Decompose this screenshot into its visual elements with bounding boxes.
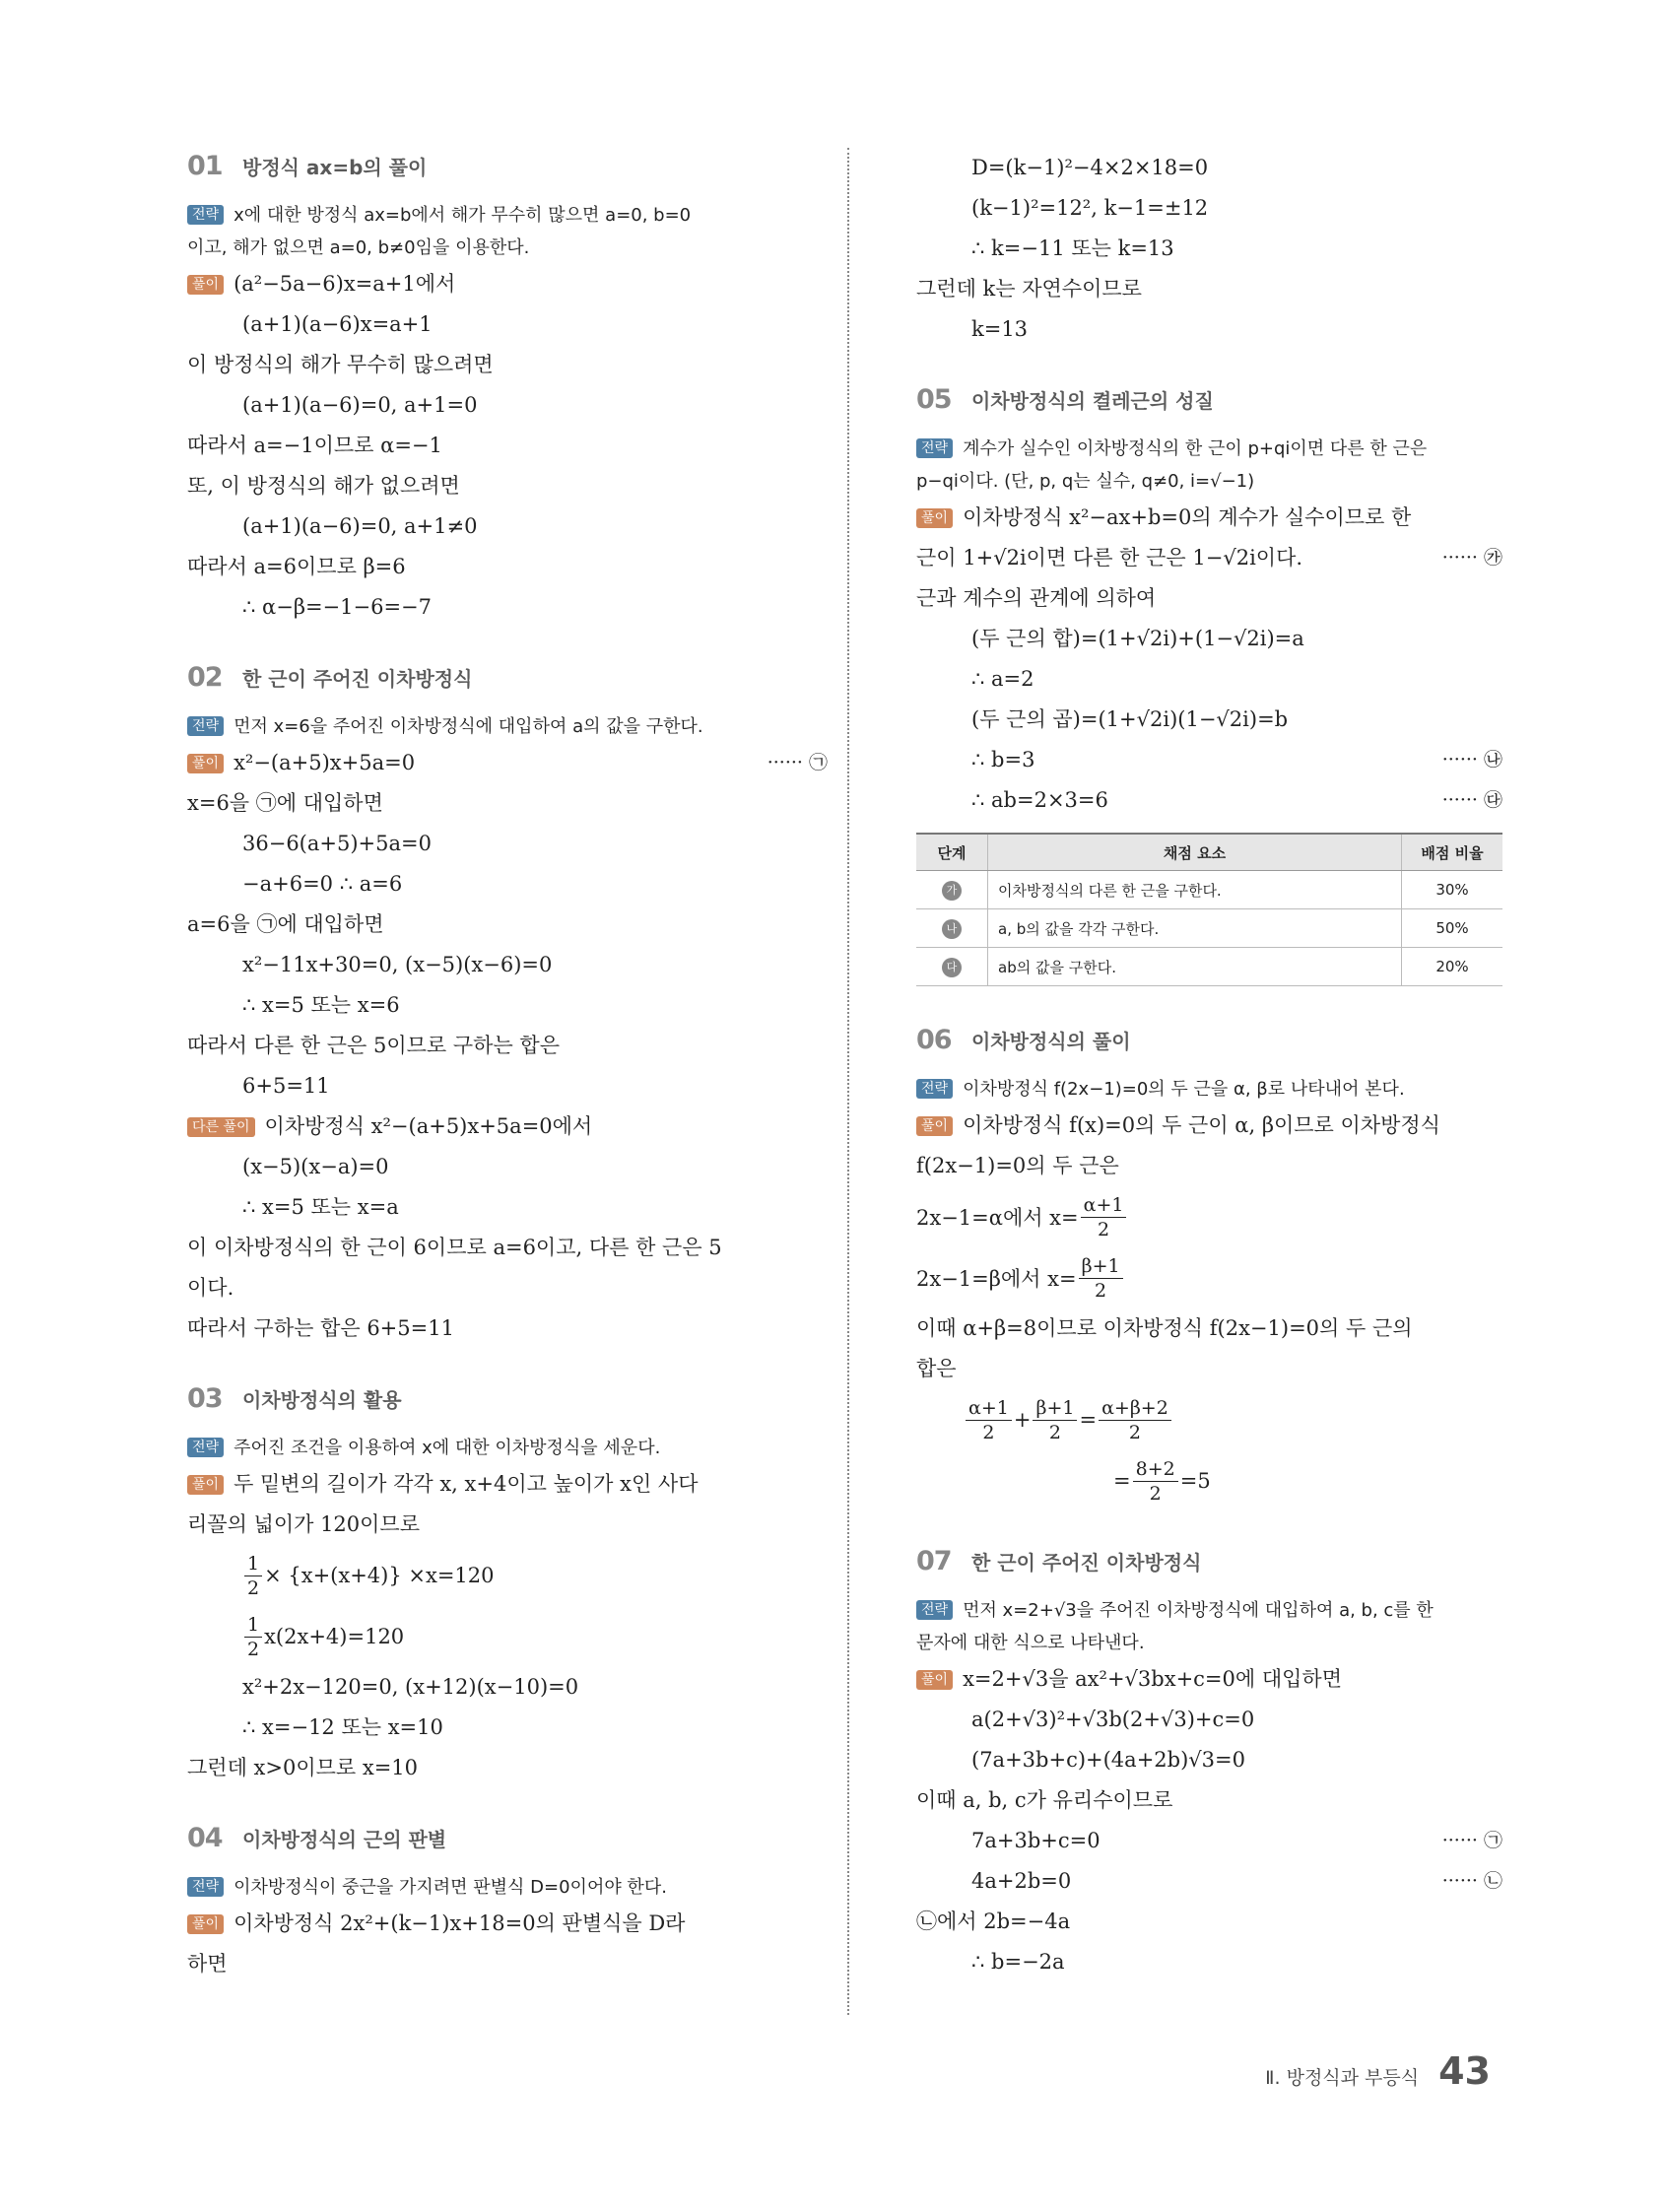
text-line: 또, 이 방정식의 해가 없으려면 (187, 474, 460, 498)
section-title: 이차방정식의 풀이 (971, 1029, 1131, 1053)
strategy-badge: 전략 (187, 716, 224, 736)
strategy-badge: 전략 (187, 1438, 224, 1457)
section-number: 02 (187, 661, 223, 693)
text-line: 그런데 x>0이므로 x=10 (187, 1756, 419, 1779)
strategy-line: p−qi이다. (단, p, q는 실수, q≠0, i=√−1) (916, 471, 1255, 492)
math-line: (a+1)(a−6)=0, a+1=0 (242, 393, 478, 417)
equation-mark: ······ ㉡ (1441, 1870, 1502, 1892)
math-line: ∴ b=−2a (971, 1950, 1065, 1974)
section-number: 07 (916, 1545, 952, 1576)
section-title: 방정식 ax=b의 풀이 (242, 155, 428, 179)
step-mark: ······ ㉰ (1441, 789, 1502, 811)
math-line: = $\frac{8+2}{2}$ =5 (1113, 1457, 1211, 1505)
section-title: 한 근이 주어진 이차방정식 (242, 666, 473, 691)
section-header-02 (187, 657, 828, 697)
text-line: 이때 a, b, c가 유리수이므로 (916, 1788, 1173, 1812)
strategy-line: 전략 이차방정식이 중근을 가지려면 판별식 D=0이어야 한다. (187, 1871, 828, 1904)
solution-badge: 풀이 (916, 1670, 953, 1690)
alt-solution-line: 다른 풀이 이차방정식 x²−(a+5)x+5a=0에서 (187, 1106, 828, 1147)
math-line: (7a+3b+c)+(4a+2b)√3=0 (971, 1748, 1245, 1772)
math-line: ∴ ab=2×3=6 ······ ㉰ (916, 780, 1502, 821)
math-line: x²−11x+30=0, (x−5)(x−6)=0 (242, 953, 553, 976)
strategy-badge: 전략 (916, 1079, 953, 1099)
section-title: 한 근이 주어진 이차방정식 (971, 1550, 1202, 1575)
section-header-07 (916, 1541, 1502, 1580)
text-line: 이다. (187, 1276, 234, 1300)
equation-mark: ······ ㉠ (767, 752, 828, 773)
strategy-line: 전략 먼저 x=2+√3을 주어진 이차방정식에 대입하여 a, b, c를 한 (916, 1594, 1502, 1627)
text-line: a=6을 ㉠에 대입하면 (187, 912, 384, 936)
column-divider (847, 148, 849, 2015)
math-line: ∴ a=2 (971, 667, 1034, 691)
text-line: ㉡에서 2b=−4a (916, 1910, 1071, 1933)
step-badge: 다 (942, 958, 962, 977)
math-line: $\frac{1}{2}$ × {x+(x+4)} ×x=120 (187, 1545, 828, 1606)
right-column (916, 148, 1502, 1982)
math-line: ∴ x=5 또는 x=a (242, 1195, 399, 1219)
strategy-line: 전략 x에 대한 방정식 ax=b에서 해가 무수히 많으면 a=0, b=0 (187, 199, 828, 232)
solution-badge: 풀이 (187, 275, 224, 295)
strategy-line: 문자에 대한 식으로 나타낸다. (916, 1633, 1145, 1653)
fraction: $\frac{\alpha+1}{2}$ (966, 1396, 1012, 1444)
strategy-line: 전략 먼저 x=6을 주어진 이차방정식에 대입하여 a의 값을 구한다. (187, 710, 828, 743)
math-line: (두 근의 곱)=(1+√2i)(1−√2i)=b (971, 707, 1289, 731)
fraction: $\frac{1}{2}$ (244, 1613, 262, 1661)
math-line: a(2+√3)²+√3b(2+√3)+c=0 (971, 1708, 1255, 1731)
math-line: (x−5)(x−a)=0 (242, 1155, 389, 1178)
table-cell: 이차방정식의 다른 한 근을 구한다. (988, 871, 1402, 909)
math-line: ∴ k=−11 또는 k=13 (971, 236, 1174, 260)
math-line: 7a+3b+c=0 ······ ㉠ (916, 1821, 1502, 1861)
left-column (187, 146, 828, 1984)
chapter-label: Ⅱ. 방정식과 부등식 (1265, 2067, 1420, 2089)
text-line: 이 방정식의 해가 무수히 많으려면 (187, 353, 494, 376)
solution-line: 풀이 (a²−5a−6)x=a+1에서 (187, 264, 828, 304)
fraction: $\frac{\alpha+1}{2}$ (1081, 1193, 1127, 1241)
table-cell: ab의 값을 구한다. (988, 948, 1402, 986)
section-header-03 (187, 1378, 828, 1418)
solution-line: 풀이 이차방정식 f(x)=0의 두 근이 α, β이므로 이차방정식 (916, 1106, 1502, 1146)
strategy-line: 이고, 해가 없으면 a=0, b≠0임을 이용한다. (187, 237, 530, 258)
table-header-row (916, 834, 1502, 871)
fraction: $\frac{1}{2}$ (244, 1552, 262, 1600)
strategy-line: 전략 주어진 조건을 이용하여 x에 대한 이차방정식을 세운다. (187, 1432, 828, 1464)
step-mark: ······ ㉮ (1441, 547, 1502, 569)
math-line: ∴ b=3 ······ ㉯ (916, 740, 1502, 780)
math-line: −a+6=0 ∴ a=6 (242, 872, 403, 896)
section-number: 03 (187, 1382, 223, 1414)
fraction: $\frac{\beta+1}{2}$ (1033, 1396, 1077, 1444)
table-header: 단계 (916, 834, 988, 871)
fraction: $\frac{8+2}{2}$ (1133, 1457, 1178, 1506)
math-line: 2x−1=β에서 x= $\frac{\beta+1}{2}$ (916, 1247, 1502, 1308)
step-mark: ······ ㉯ (1441, 749, 1502, 771)
solution-badge: 풀이 (187, 1914, 224, 1934)
table-row (916, 948, 1502, 986)
text-line: 따라서 구하는 합은 6+5=11 (187, 1316, 454, 1340)
math-line: k=13 (971, 317, 1029, 341)
solution-line: 풀이 x²−(a+5)x+5a=0 ······ ㉠ (187, 743, 828, 783)
section-title: 이차방정식의 근의 판별 (242, 1827, 447, 1851)
section-header-06 (916, 1020, 1502, 1059)
alt-solution-badge: 다른 풀이 (187, 1117, 255, 1137)
math-line: 4a+2b=0 ······ ㉡ (916, 1861, 1502, 1902)
step-badge: 가 (942, 881, 962, 901)
table-cell: 30% (1402, 871, 1503, 909)
page-number: 43 (1438, 2049, 1491, 2093)
strategy-badge: 전략 (916, 438, 953, 458)
text-line: 리꼴의 넓이가 120이므로 (187, 1512, 421, 1536)
math-line: $\frac{1}{2}$ x(2x+4)=120 (187, 1606, 828, 1667)
solution-line: 풀이 두 밑변의 길이가 각각 x, x+4이고 높이가 x인 사다 (187, 1464, 828, 1505)
section-number: 01 (187, 150, 223, 181)
math-line: 36−6(a+5)+5a=0 (242, 832, 432, 855)
text-line: 근과 계수의 관계에 의하여 (916, 586, 1157, 610)
table-row (916, 871, 1502, 909)
math-line: (두 근의 합)=(1+√2i)+(1−√2i)=a (971, 627, 1304, 650)
text-line: f(2x−1)=0의 두 근은 (916, 1154, 1119, 1177)
math-line: 2x−1=α에서 x= $\frac{\alpha+1}{2}$ (916, 1186, 1502, 1247)
math-line: D=(k−1)²−4×2×18=0 (971, 156, 1209, 179)
solution-line: 풀이 x=2+√3을 ax²+√3bx+c=0에 대입하면 (916, 1659, 1502, 1700)
section-title: 이차방정식의 활용 (242, 1387, 402, 1412)
strategy-badge: 전략 (916, 1600, 953, 1620)
table-cell: 20% (1402, 948, 1503, 986)
text-line: 근이 1+√2i이면 다른 한 근은 1−√2i이다. ······ ㉮ (916, 538, 1502, 578)
section-header-01 (187, 146, 828, 185)
table-header: 채점 요소 (988, 834, 1402, 871)
table-cell: 50% (1402, 909, 1503, 948)
fraction: $\frac{\alpha+\beta+2}{2}$ (1099, 1396, 1171, 1444)
solution-badge: 풀이 (916, 508, 953, 528)
text-line: 하면 (187, 1952, 228, 1976)
solution-line: 풀이 이차방정식 x²−ax+b=0의 계수가 실수이므로 한 (916, 498, 1502, 538)
table-row (916, 909, 1502, 948)
section-number: 04 (187, 1822, 223, 1853)
strategy-line: 전략 계수가 실수인 이차방정식의 한 근이 p+qi이면 다른 한 근은 (916, 433, 1502, 465)
strategy-badge: 전략 (187, 1877, 224, 1897)
strategy-line: 전략 이차방정식 f(2x−1)=0의 두 근을 α, β로 나타내어 본다. (916, 1073, 1502, 1106)
table-cell: a, b의 값을 각각 구한다. (988, 909, 1402, 948)
math-line: (a+1)(a−6)x=a+1 (242, 312, 433, 336)
text-line: 그런데 k는 자연수이므로 (916, 277, 1142, 301)
math-line: ∴ α−β=−1−6=−7 (242, 595, 433, 619)
section-header-05 (916, 379, 1502, 419)
text-line: 따라서 a=−1이므로 α=−1 (187, 434, 442, 457)
section-title: 이차방정식의 켤레근의 성질 (971, 388, 1214, 413)
math-line: x²+2x−120=0, (x+12)(x−10)=0 (242, 1675, 579, 1699)
math-line: $\frac{\alpha+1}{2}$ + $\frac{\beta+1}{2}$ = $\frac{\alpha+\beta+2}{2}$ (916, 1389, 1502, 1450)
page-footer (1265, 2049, 1491, 2093)
math-line: 6+5=11 (242, 1074, 330, 1098)
text-line: 따라서 다른 한 근은 5이므로 구하는 합은 (187, 1034, 560, 1057)
solution-badge: 풀이 (187, 1475, 224, 1495)
solution-badge: 풀이 (916, 1116, 953, 1136)
text-line: 이때 α+β=8이므로 이차방정식 f(2x−1)=0의 두 근의 (916, 1316, 1413, 1340)
fraction: $\frac{\beta+1}{2}$ (1079, 1254, 1123, 1303)
section-number: 05 (916, 383, 952, 415)
text-line: 이 이차방정식의 한 근이 6이므로 a=6이고, 다른 한 근은 5 (187, 1236, 722, 1259)
math-line: ∴ x=5 또는 x=6 (242, 993, 400, 1017)
scoring-table (916, 833, 1502, 986)
text-line: 따라서 a=6이므로 β=6 (187, 555, 406, 578)
text-line: 합은 (916, 1357, 957, 1380)
math-line: ∴ x=−12 또는 x=10 (242, 1715, 443, 1739)
solution-badge: 풀이 (187, 754, 224, 773)
math-line: (a+1)(a−6)=0, a+1≠0 (242, 514, 478, 538)
math-line: (k−1)²=12², k−1=±12 (971, 196, 1209, 220)
strategy-badge: 전략 (187, 205, 224, 225)
section-header-04 (187, 1818, 828, 1857)
text-line: x=6을 ㉠에 대입하면 (187, 791, 383, 815)
section-number: 06 (916, 1024, 952, 1055)
equation-mark: ······ ㉠ (1441, 1830, 1502, 1851)
solution-line: 풀이 이차방정식 2x²+(k−1)x+18=0의 판별식을 D라 (187, 1904, 828, 1944)
step-badge: 나 (942, 919, 962, 939)
table-header: 배점 비율 (1402, 834, 1503, 871)
